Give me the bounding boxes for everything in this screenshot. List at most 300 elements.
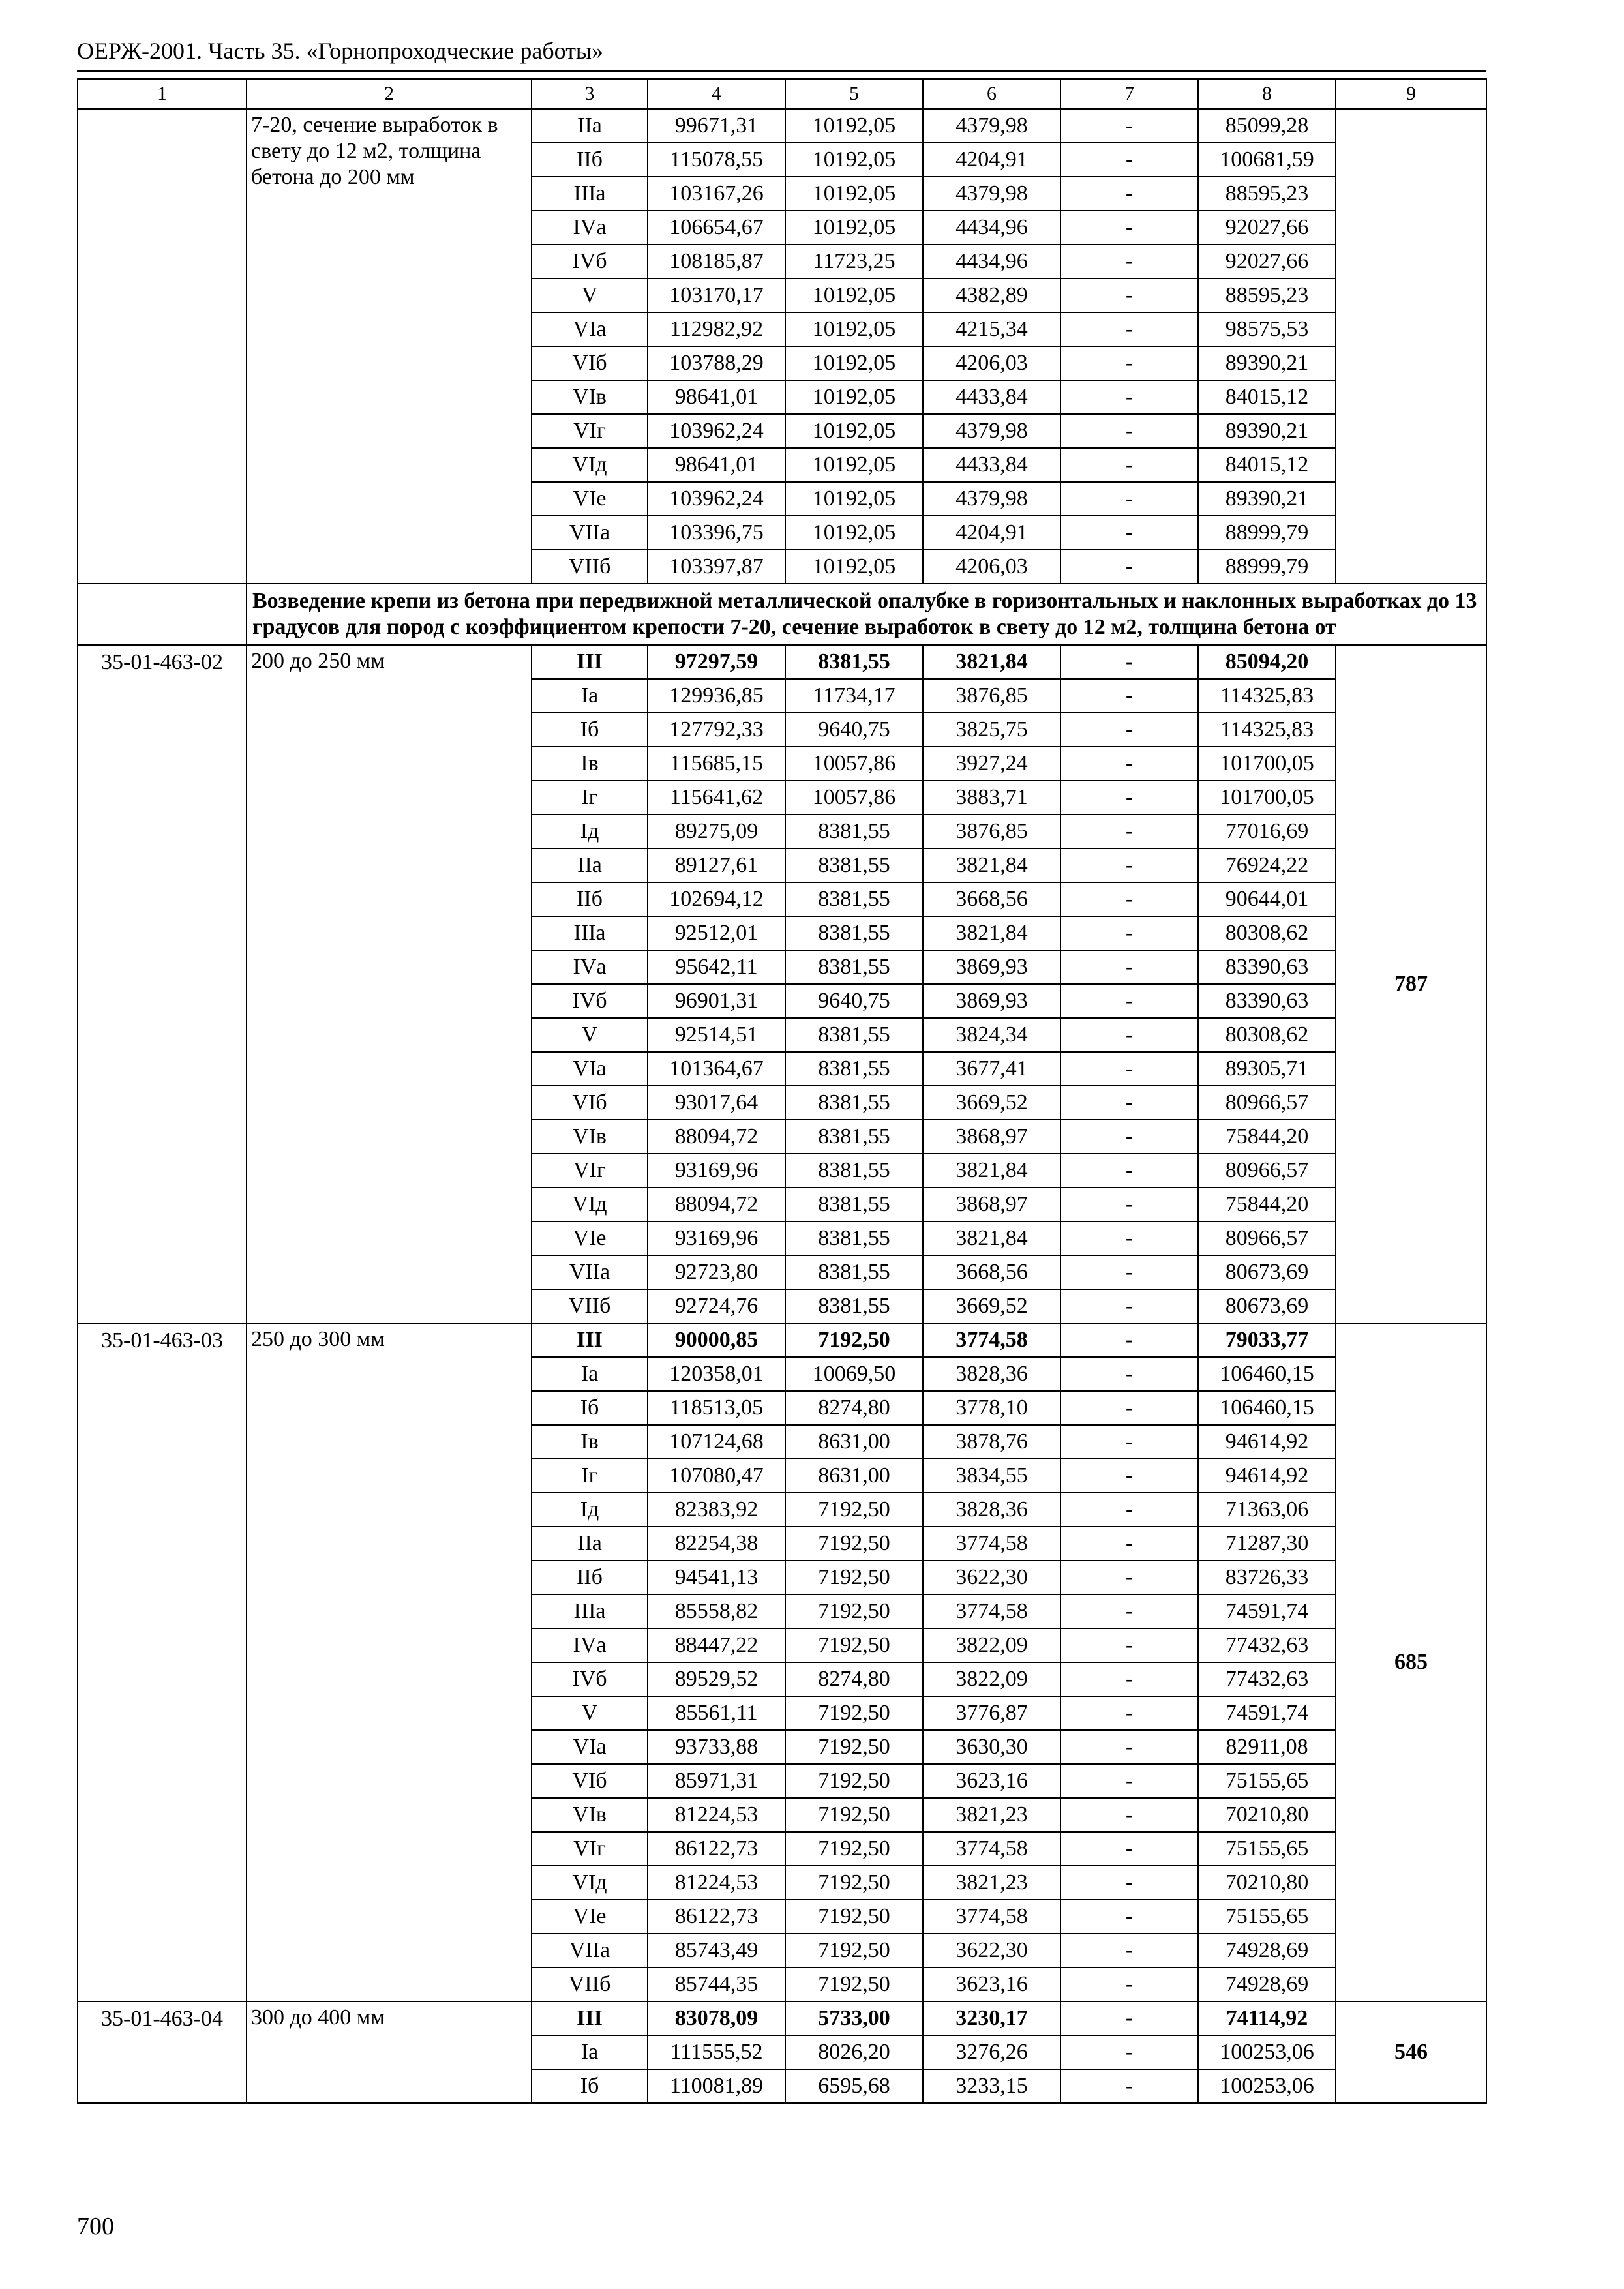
wages-cell: 8274,80 [785, 1662, 923, 1696]
materials-cell: 74928,69 [1198, 1967, 1336, 2001]
rock-category-cell: III [532, 2001, 648, 2035]
machine-cost-cell: 4379,98 [923, 414, 1060, 448]
machine-cost-cell: 4206,03 [923, 550, 1060, 584]
driver-wages-cell: - [1060, 1391, 1198, 1425]
column-number: 9 [1336, 79, 1486, 109]
wages-cell: 11734,17 [785, 679, 923, 713]
driver-wages-cell: - [1060, 1323, 1198, 1357]
direct-cost-cell: 108185,87 [648, 245, 785, 278]
driver-wages-cell: - [1060, 1662, 1198, 1696]
wages-cell: 8381,55 [785, 1052, 923, 1086]
driver-wages-cell: - [1060, 747, 1198, 781]
machine-cost-cell: 3622,30 [923, 1934, 1060, 1967]
wages-cell: 7192,50 [785, 1628, 923, 1662]
direct-cost-cell: 103170,17 [648, 278, 785, 312]
materials-cell: 90644,01 [1198, 882, 1336, 916]
column-number: 7 [1060, 79, 1198, 109]
rock-category-cell: VIб [532, 346, 648, 380]
materials-cell: 85099,28 [1198, 109, 1336, 143]
rock-category-cell: VIе [532, 482, 648, 516]
direct-cost-cell: 89275,09 [648, 815, 785, 848]
machine-cost-cell: 3883,71 [923, 781, 1060, 815]
materials-cell: 77432,63 [1198, 1662, 1336, 1696]
driver-wages-cell: - [1060, 2001, 1198, 2035]
driver-wages-cell: - [1060, 1018, 1198, 1052]
driver-wages-cell: - [1060, 1289, 1198, 1323]
wages-cell: 10192,05 [785, 516, 923, 550]
machine-cost-cell: 3834,55 [923, 1459, 1060, 1493]
machine-cost-cell: 3623,16 [923, 1967, 1060, 2001]
machine-cost-cell: 4433,84 [923, 380, 1060, 414]
materials-cell: 83726,33 [1198, 1561, 1336, 1594]
machine-cost-cell: 3821,84 [923, 848, 1060, 882]
table-row-main [78, 645, 1486, 679]
column-number: 3 [532, 79, 648, 109]
direct-cost-cell: 92724,76 [648, 1289, 785, 1323]
materials-cell: 88595,23 [1198, 278, 1336, 312]
rock-category-cell: IIб [532, 1561, 648, 1594]
machine-cost-cell: 3869,93 [923, 950, 1060, 984]
rate-code [78, 109, 247, 584]
column-number: 2 [247, 79, 532, 109]
direct-cost-cell: 93169,96 [648, 1221, 785, 1255]
direct-cost-cell: 93733,88 [648, 1730, 785, 1764]
driver-wages-cell: - [1060, 916, 1198, 950]
direct-cost-cell: 92512,01 [648, 916, 785, 950]
direct-cost-cell: 98641,01 [648, 380, 785, 414]
column-number: 1 [78, 79, 247, 109]
driver-wages-cell: - [1060, 1425, 1198, 1459]
machine-cost-cell: 3927,24 [923, 747, 1060, 781]
machine-cost-cell: 3774,58 [923, 1900, 1060, 1934]
direct-cost-cell: 86122,73 [648, 1832, 785, 1866]
wages-cell: 10192,05 [785, 380, 923, 414]
driver-wages-cell: - [1060, 1255, 1198, 1289]
rock-category-cell: Iб [532, 2069, 648, 2103]
direct-cost-cell: 110081,89 [648, 2069, 785, 2103]
direct-cost-cell: 88094,72 [648, 1120, 785, 1154]
wages-cell: 8381,55 [785, 1188, 923, 1221]
rock-category-cell: VIIб [532, 1967, 648, 2001]
rock-category-cell: Iб [532, 713, 648, 747]
wages-cell: 10192,05 [785, 414, 923, 448]
materials-cell: 80308,62 [1198, 916, 1336, 950]
wages-cell: 9640,75 [785, 984, 923, 1018]
rock-category-cell: IVа [532, 1628, 648, 1662]
rock-category-cell: VIд [532, 1188, 648, 1221]
wages-cell: 10057,86 [785, 781, 923, 815]
driver-wages-cell: - [1060, 414, 1198, 448]
wages-cell: 8631,00 [785, 1459, 923, 1493]
section-title: Возведение крепи из бетона при передвижной металлической опалубке в горизонтальных и наклонных выработках до 13 градусов для пород с коэффициентом крепости 7-20, сечение выработок в свету до 12 м2, толщина бетона от [247, 584, 1486, 645]
driver-wages-cell: - [1060, 1086, 1198, 1120]
wages-cell: 8381,55 [785, 1255, 923, 1289]
section-header-row [78, 584, 1486, 645]
labor-cell: 546 [1336, 2001, 1486, 2103]
column-number-row [78, 79, 1486, 109]
materials-cell: 80966,57 [1198, 1221, 1336, 1255]
direct-cost-cell: 82383,92 [648, 1493, 785, 1527]
driver-wages-cell: - [1060, 516, 1198, 550]
rock-category-cell: VIг [532, 1832, 648, 1866]
materials-cell: 75155,65 [1198, 1900, 1336, 1934]
materials-cell: 114325,83 [1198, 713, 1336, 747]
machine-cost-cell: 3878,76 [923, 1425, 1060, 1459]
direct-cost-cell: 115078,55 [648, 143, 785, 177]
rates-table [77, 78, 1487, 2104]
direct-cost-cell: 112982,92 [648, 312, 785, 346]
driver-wages-cell: - [1060, 346, 1198, 380]
driver-wages-cell: - [1060, 245, 1198, 278]
rock-category-cell: IVб [532, 245, 648, 278]
machine-cost-cell: 4204,91 [923, 143, 1060, 177]
rock-category-cell: VIд [532, 1866, 648, 1900]
machine-cost-cell: 3821,84 [923, 645, 1060, 679]
rock-category-cell: Iв [532, 1425, 648, 1459]
materials-cell: 92027,66 [1198, 211, 1336, 245]
materials-cell: 101700,05 [1198, 781, 1336, 815]
wages-cell: 7192,50 [785, 1967, 923, 2001]
direct-cost-cell: 81224,53 [648, 1866, 785, 1900]
driver-wages-cell: - [1060, 177, 1198, 211]
work-description: 250 до 300 мм [247, 1323, 532, 2001]
wages-cell: 5733,00 [785, 2001, 923, 2035]
materials-cell: 84015,12 [1198, 448, 1336, 482]
materials-cell: 83390,63 [1198, 950, 1336, 984]
wages-cell: 8381,55 [785, 882, 923, 916]
materials-cell: 101700,05 [1198, 747, 1336, 781]
direct-cost-cell: 82254,38 [648, 1527, 785, 1561]
materials-cell: 74591,74 [1198, 1696, 1336, 1730]
machine-cost-cell: 3876,85 [923, 815, 1060, 848]
driver-wages-cell: - [1060, 211, 1198, 245]
driver-wages-cell: - [1060, 1594, 1198, 1628]
work-description: 7-20, сечение выработок в свету до 12 м2, толщина бетона до 200 мм [247, 109, 532, 584]
rock-category-cell: Iа [532, 1357, 648, 1391]
rock-category-cell: V [532, 278, 648, 312]
wages-cell: 10192,05 [785, 143, 923, 177]
wages-cell: 8381,55 [785, 1289, 923, 1323]
machine-cost-cell: 4204,91 [923, 516, 1060, 550]
materials-cell: 84015,12 [1198, 380, 1336, 414]
wages-cell: 8381,55 [785, 848, 923, 882]
materials-cell: 88595,23 [1198, 177, 1336, 211]
driver-wages-cell: - [1060, 1221, 1198, 1255]
driver-wages-cell: - [1060, 312, 1198, 346]
driver-wages-cell: - [1060, 482, 1198, 516]
driver-wages-cell: - [1060, 1357, 1198, 1391]
direct-cost-cell: 103167,26 [648, 177, 785, 211]
rock-category-cell: IIIа [532, 916, 648, 950]
rock-category-cell: VIIа [532, 516, 648, 550]
direct-cost-cell: 97297,59 [648, 645, 785, 679]
rock-category-cell: V [532, 1018, 648, 1052]
materials-cell: 94614,92 [1198, 1425, 1336, 1459]
materials-cell: 100253,06 [1198, 2069, 1336, 2103]
direct-cost-cell: 120358,01 [648, 1357, 785, 1391]
direct-cost-cell: 115641,62 [648, 781, 785, 815]
rock-category-cell: Iв [532, 747, 648, 781]
machine-cost-cell: 3774,58 [923, 1527, 1060, 1561]
machine-cost-cell: 4382,89 [923, 278, 1060, 312]
direct-cost-cell: 111555,52 [648, 2035, 785, 2069]
driver-wages-cell: - [1060, 448, 1198, 482]
direct-cost-cell: 96901,31 [648, 984, 785, 1018]
machine-cost-cell: 3774,58 [923, 1323, 1060, 1357]
direct-cost-cell: 86122,73 [648, 1900, 785, 1934]
materials-cell: 74591,74 [1198, 1594, 1336, 1628]
driver-wages-cell: - [1060, 645, 1198, 679]
machine-cost-cell: 3233,15 [923, 2069, 1060, 2103]
direct-cost-cell: 102694,12 [648, 882, 785, 916]
driver-wages-cell: - [1060, 1730, 1198, 1764]
machine-cost-cell: 4434,96 [923, 245, 1060, 278]
materials-cell: 98575,53 [1198, 312, 1336, 346]
rate-code: 35-01-463-02 [78, 645, 247, 1323]
rock-category-cell: VIб [532, 1764, 648, 1798]
driver-wages-cell: - [1060, 1798, 1198, 1832]
wages-cell: 7192,50 [785, 1323, 923, 1357]
driver-wages-cell: - [1060, 1527, 1198, 1561]
machine-cost-cell: 3230,17 [923, 2001, 1060, 2035]
materials-cell: 70210,80 [1198, 1798, 1336, 1832]
driver-wages-cell: - [1060, 2069, 1198, 2103]
driver-wages-cell: - [1060, 1561, 1198, 1594]
rock-category-cell: VIIа [532, 1255, 648, 1289]
wages-cell: 8381,55 [785, 1086, 923, 1120]
rock-category-cell: VIг [532, 414, 648, 448]
direct-cost-cell: 95642,11 [648, 950, 785, 984]
column-number: 6 [923, 79, 1060, 109]
materials-cell: 75844,20 [1198, 1120, 1336, 1154]
rock-category-cell: VIIа [532, 1934, 648, 1967]
rock-category-cell: IIIа [532, 1594, 648, 1628]
wages-cell: 7192,50 [785, 1798, 923, 1832]
direct-cost-cell: 90000,85 [648, 1323, 785, 1357]
rock-category-cell: III [532, 645, 648, 679]
machine-cost-cell: 3828,36 [923, 1357, 1060, 1391]
work-description: 300 до 400 мм [247, 2001, 532, 2103]
column-number: 8 [1198, 79, 1336, 109]
rock-category-cell: IIа [532, 109, 648, 143]
machine-cost-cell: 3869,93 [923, 984, 1060, 1018]
materials-cell: 88999,79 [1198, 550, 1336, 584]
wages-cell: 7192,50 [785, 1493, 923, 1527]
direct-cost-cell: 85743,49 [648, 1934, 785, 1967]
rock-category-cell: V [532, 1696, 648, 1730]
machine-cost-cell: 3868,97 [923, 1120, 1060, 1154]
direct-cost-cell: 115685,15 [648, 747, 785, 781]
machine-cost-cell: 3774,58 [923, 1832, 1060, 1866]
wages-cell: 8381,55 [785, 815, 923, 848]
rock-category-cell: VIа [532, 1730, 648, 1764]
wages-cell: 7192,50 [785, 1730, 923, 1764]
rock-category-cell: VIIб [532, 550, 648, 584]
machine-cost-cell: 3821,84 [923, 1221, 1060, 1255]
driver-wages-cell: - [1060, 278, 1198, 312]
driver-wages-cell: - [1060, 109, 1198, 143]
wages-cell: 8381,55 [785, 1018, 923, 1052]
wages-cell: 11723,25 [785, 245, 923, 278]
rock-category-cell: VIв [532, 1120, 648, 1154]
materials-cell: 82911,08 [1198, 1730, 1336, 1764]
driver-wages-cell: - [1060, 1866, 1198, 1900]
direct-cost-cell: 85561,11 [648, 1696, 785, 1730]
rock-category-cell: VIг [532, 1154, 648, 1188]
direct-cost-cell: 103962,24 [648, 414, 785, 448]
driver-wages-cell: - [1060, 1696, 1198, 1730]
column-number: 5 [785, 79, 923, 109]
direct-cost-cell: 107124,68 [648, 1425, 785, 1459]
materials-cell: 71287,30 [1198, 1527, 1336, 1561]
rock-category-cell: IVа [532, 950, 648, 984]
rock-category-cell: VIа [532, 312, 648, 346]
machine-cost-cell: 3774,58 [923, 1594, 1060, 1628]
labor-cell: 685 [1336, 1323, 1486, 2001]
rock-category-cell: IIа [532, 1527, 648, 1561]
driver-wages-cell: - [1060, 984, 1198, 1018]
labor-cell: 787 [1336, 645, 1486, 1323]
rock-category-cell: IVб [532, 984, 648, 1018]
rate-code: 35-01-463-04 [78, 2001, 247, 2103]
wages-cell: 9640,75 [785, 713, 923, 747]
driver-wages-cell: - [1060, 550, 1198, 584]
page-number: 700 [77, 2213, 114, 2240]
driver-wages-cell: - [1060, 848, 1198, 882]
machine-cost-cell: 4434,96 [923, 211, 1060, 245]
machine-cost-cell: 4379,98 [923, 177, 1060, 211]
machine-cost-cell: 3825,75 [923, 713, 1060, 747]
machine-cost-cell: 3821,84 [923, 916, 1060, 950]
driver-wages-cell: - [1060, 781, 1198, 815]
driver-wages-cell: - [1060, 1154, 1198, 1188]
wages-cell: 10192,05 [785, 482, 923, 516]
direct-cost-cell: 92514,51 [648, 1018, 785, 1052]
rock-category-cell: VIб [532, 1086, 648, 1120]
machine-cost-cell: 3668,56 [923, 882, 1060, 916]
wages-cell: 10192,05 [785, 211, 923, 245]
wages-cell: 7192,50 [785, 1696, 923, 1730]
materials-cell: 94614,92 [1198, 1459, 1336, 1493]
materials-cell: 77016,69 [1198, 815, 1336, 848]
machine-cost-cell: 3822,09 [923, 1662, 1060, 1696]
work-description: 200 до 250 мм [247, 645, 532, 1323]
rock-category-cell: IVб [532, 1662, 648, 1696]
header-divider [77, 70, 1486, 72]
driver-wages-cell: - [1060, 1188, 1198, 1221]
wages-cell: 7192,50 [785, 1900, 923, 1934]
materials-cell: 75155,65 [1198, 1832, 1336, 1866]
driver-wages-cell: - [1060, 380, 1198, 414]
direct-cost-cell: 101364,67 [648, 1052, 785, 1086]
machine-cost-cell: 3824,34 [923, 1018, 1060, 1052]
machine-cost-cell: 3668,56 [923, 1255, 1060, 1289]
materials-cell: 76924,22 [1198, 848, 1336, 882]
wages-cell: 8381,55 [785, 1120, 923, 1154]
materials-cell: 71363,06 [1198, 1493, 1336, 1527]
direct-cost-cell: 92723,80 [648, 1255, 785, 1289]
wages-cell: 10192,05 [785, 177, 923, 211]
machine-cost-cell: 4215,34 [923, 312, 1060, 346]
wages-cell: 10192,05 [785, 550, 923, 584]
materials-cell: 89390,21 [1198, 414, 1336, 448]
machine-cost-cell: 3677,41 [923, 1052, 1060, 1086]
direct-cost-cell: 103962,24 [648, 482, 785, 516]
wages-cell: 10192,05 [785, 346, 923, 380]
direct-cost-cell: 85744,35 [648, 1967, 785, 2001]
wages-cell: 8381,55 [785, 916, 923, 950]
direct-cost-cell: 89127,61 [648, 848, 785, 882]
machine-cost-cell: 3776,87 [923, 1696, 1060, 1730]
direct-cost-cell: 88094,72 [648, 1188, 785, 1221]
driver-wages-cell: - [1060, 950, 1198, 984]
direct-cost-cell: 89529,52 [648, 1662, 785, 1696]
materials-cell: 70210,80 [1198, 1866, 1336, 1900]
driver-wages-cell: - [1060, 1493, 1198, 1527]
machine-cost-cell: 4379,98 [923, 109, 1060, 143]
wages-cell: 7192,50 [785, 1866, 923, 1900]
machine-cost-cell: 3821,84 [923, 1154, 1060, 1188]
direct-cost-cell: 88447,22 [648, 1628, 785, 1662]
machine-cost-cell: 3828,36 [923, 1493, 1060, 1527]
section-spacer [78, 584, 247, 645]
materials-cell: 77432,63 [1198, 1628, 1336, 1662]
machine-cost-cell: 3622,30 [923, 1561, 1060, 1594]
wages-cell: 7192,50 [785, 1764, 923, 1798]
materials-cell: 106460,15 [1198, 1391, 1336, 1425]
wages-cell: 10069,50 [785, 1357, 923, 1391]
page-header: ОЕРЖ-2001. Часть 35. «Горнопроходческие работы» [77, 38, 604, 64]
rock-category-cell: IIа [532, 848, 648, 882]
machine-cost-cell: 3623,16 [923, 1764, 1060, 1798]
wages-cell: 8274,80 [785, 1391, 923, 1425]
machine-cost-cell: 3876,85 [923, 679, 1060, 713]
driver-wages-cell: - [1060, 882, 1198, 916]
table-row [78, 109, 1486, 143]
wages-cell: 7192,50 [785, 1594, 923, 1628]
machine-cost-cell: 4433,84 [923, 448, 1060, 482]
materials-cell: 106460,15 [1198, 1357, 1336, 1391]
rock-category-cell: VIд [532, 448, 648, 482]
wages-cell: 7192,50 [785, 1934, 923, 1967]
wages-cell: 7192,50 [785, 1527, 923, 1561]
direct-cost-cell: 129936,85 [648, 679, 785, 713]
direct-cost-cell: 106654,67 [648, 211, 785, 245]
materials-cell: 80673,69 [1198, 1289, 1336, 1323]
rock-category-cell: VIа [532, 1052, 648, 1086]
direct-cost-cell: 93017,64 [648, 1086, 785, 1120]
materials-cell: 85094,20 [1198, 645, 1336, 679]
driver-wages-cell: - [1060, 1832, 1198, 1866]
materials-cell: 80673,69 [1198, 1255, 1336, 1289]
materials-cell: 80308,62 [1198, 1018, 1336, 1052]
materials-cell: 89390,21 [1198, 482, 1336, 516]
driver-wages-cell: - [1060, 143, 1198, 177]
machine-cost-cell: 3821,23 [923, 1866, 1060, 1900]
direct-cost-cell: 85558,82 [648, 1594, 785, 1628]
driver-wages-cell: - [1060, 2035, 1198, 2069]
driver-wages-cell: - [1060, 1967, 1198, 2001]
wages-cell: 8631,00 [785, 1425, 923, 1459]
rock-category-cell: VIв [532, 380, 648, 414]
materials-cell: 114325,83 [1198, 679, 1336, 713]
machine-cost-cell: 3276,26 [923, 2035, 1060, 2069]
materials-cell: 83390,63 [1198, 984, 1336, 1018]
materials-cell: 88999,79 [1198, 516, 1336, 550]
driver-wages-cell: - [1060, 679, 1198, 713]
materials-cell: 75844,20 [1198, 1188, 1336, 1221]
rock-category-cell: IIIа [532, 177, 648, 211]
